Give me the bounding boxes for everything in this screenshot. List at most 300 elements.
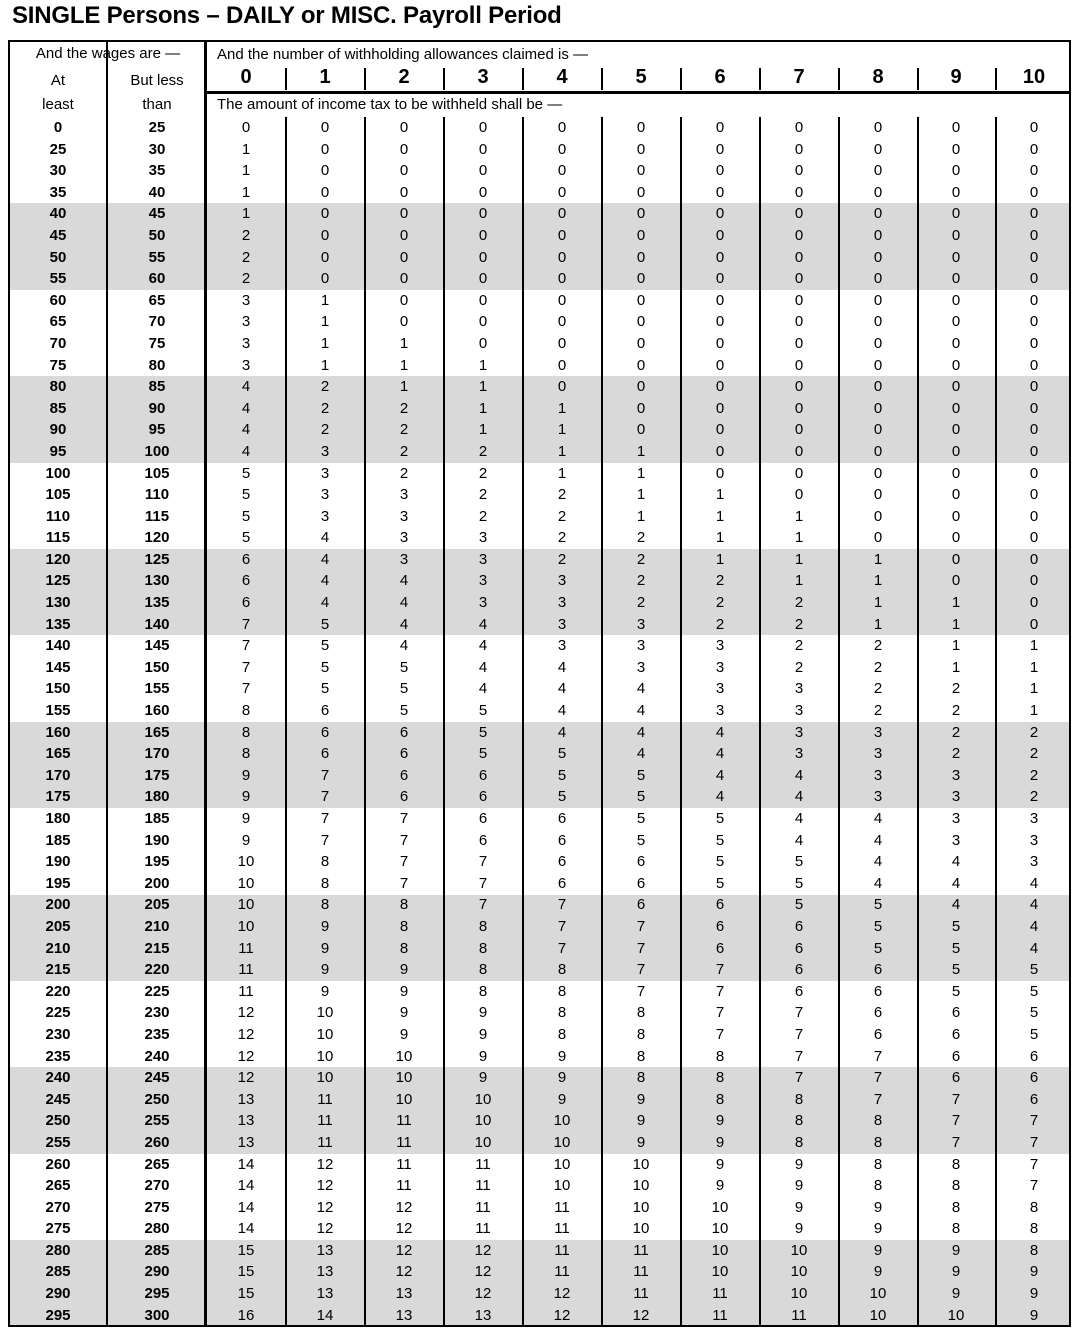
tax-amount-cell: 11 xyxy=(396,1155,412,1173)
tax-amount-cell: 7 xyxy=(951,1090,961,1108)
tax-amount-cell: 1 xyxy=(1029,702,1039,720)
but-less-than-cell: 195 xyxy=(144,853,170,871)
tax-amount-cell: 0 xyxy=(636,162,646,180)
tax-amount-cell: 2 xyxy=(320,378,330,396)
table-row xyxy=(10,290,1071,312)
table-row xyxy=(10,765,1071,787)
tax-amount-cell: 4 xyxy=(557,702,567,720)
tax-amount-cell: 1 xyxy=(241,183,251,201)
table-row xyxy=(10,981,1071,1003)
tax-amount-cell: 4 xyxy=(715,766,725,784)
tax-amount-cell: 11 xyxy=(475,1220,491,1238)
tax-amount-cell: 6 xyxy=(478,766,488,784)
tax-amount-cell: 0 xyxy=(873,378,883,396)
tax-amount-cell: 8 xyxy=(794,1090,804,1108)
but-less-than-cell: 60 xyxy=(148,270,166,288)
tax-amount-cell: 5 xyxy=(1029,1004,1039,1022)
table-row xyxy=(10,311,1071,333)
tax-amount-cell: 0 xyxy=(794,183,804,201)
withholding-table-body xyxy=(10,117,1071,1326)
tax-amount-cell: 1 xyxy=(320,313,330,331)
tax-amount-cell: 2 xyxy=(557,486,567,504)
tax-amount-cell: 3 xyxy=(557,572,567,590)
tax-amount-cell: 6 xyxy=(715,896,725,914)
tax-amount-cell: 8 xyxy=(715,1069,725,1087)
tax-amount-cell: 6 xyxy=(1029,1090,1039,1108)
tax-amount-cell: 0 xyxy=(320,226,330,244)
tax-amount-cell: 0 xyxy=(1029,550,1039,568)
tax-amount-cell: 0 xyxy=(951,270,961,288)
tax-amount-cell: 6 xyxy=(715,917,725,935)
tax-amount-cell: 9 xyxy=(636,1090,646,1108)
but-less-than-cell: 135 xyxy=(144,594,170,612)
tax-amount-cell: 6 xyxy=(636,896,646,914)
tax-amount-cell: 9 xyxy=(320,917,330,935)
tax-amount-cell: 0 xyxy=(478,334,488,352)
tax-amount-cell: 0 xyxy=(1029,248,1039,266)
at-least-cell: 60 xyxy=(49,291,67,309)
tax-amount-cell: 0 xyxy=(794,378,804,396)
tax-amount-cell: 12 xyxy=(395,1220,413,1238)
tax-amount-cell: 2 xyxy=(951,723,961,741)
tax-amount-cell: 4 xyxy=(794,810,804,827)
but-less-header-line1: But less xyxy=(130,72,184,89)
at-least-cell: 220 xyxy=(45,982,71,1000)
allowance-column-3: 3 xyxy=(477,66,489,88)
but-less-than-cell: 280 xyxy=(144,1220,170,1238)
tax-amount-cell: 0 xyxy=(873,529,883,547)
tax-amount-cell: 3 xyxy=(241,291,251,309)
tax-amount-cell: 8 xyxy=(557,961,567,979)
tax-amount-cell: 4 xyxy=(715,723,725,741)
tax-amount-cell: 4 xyxy=(1029,917,1039,935)
tax-amount-cell: 4 xyxy=(636,723,646,741)
tax-amount-cell: 0 xyxy=(636,421,646,439)
tax-amount-cell: 0 xyxy=(636,334,646,352)
tax-amount-cell: 5 xyxy=(636,788,646,806)
but-less-than-cell: 215 xyxy=(144,939,170,957)
tax-amount-cell: 0 xyxy=(320,270,330,288)
but-less-than-cell: 100 xyxy=(144,442,170,460)
tax-amount-cell: 7 xyxy=(399,810,409,827)
tax-amount-cell: 14 xyxy=(316,1306,334,1324)
tax-amount-cell: 0 xyxy=(1029,226,1039,244)
tax-amount-cell: 8 xyxy=(557,1004,567,1022)
but-less-than-cell: 70 xyxy=(148,313,166,331)
tax-amount-cell: 6 xyxy=(951,1025,961,1043)
tax-amount-cell: 5 xyxy=(557,788,567,806)
tax-amount-cell: 7 xyxy=(557,939,567,957)
tax-amount-cell: 0 xyxy=(794,248,804,266)
tax-amount-cell: 7 xyxy=(794,1047,804,1065)
at-least-header-line2: least xyxy=(42,96,74,113)
tax-amount-cell: 8 xyxy=(478,939,488,957)
tax-amount-cell: 5 xyxy=(241,486,251,504)
tax-amount-cell: 12 xyxy=(316,1155,334,1173)
tax-amount-cell: 1 xyxy=(873,615,883,633)
tax-amount-cell: 11 xyxy=(396,1112,412,1130)
allowance-column-6: 6 xyxy=(714,66,726,88)
but-less-than-cell: 265 xyxy=(144,1155,170,1173)
tax-amount-cell: 4 xyxy=(241,421,251,439)
tax-amount-cell: 0 xyxy=(399,119,409,136)
tax-amount-cell: 7 xyxy=(715,961,725,979)
at-least-cell: 225 xyxy=(45,1004,71,1022)
tax-amount-cell: 8 xyxy=(557,982,567,1000)
tax-amount-cell: 9 xyxy=(478,1025,488,1043)
tax-amount-cell: 10 xyxy=(474,1133,492,1151)
table-row xyxy=(10,1154,1071,1176)
tax-amount-cell: 0 xyxy=(1029,442,1039,460)
table-row xyxy=(10,830,1071,852)
table-row xyxy=(10,1197,1071,1219)
tax-amount-cell: 10 xyxy=(237,874,255,892)
tax-amount-cell: 8 xyxy=(478,982,488,1000)
tax-amount-cell: 0 xyxy=(478,313,488,331)
tax-amount-cell: 6 xyxy=(715,939,725,957)
tax-amount-cell: 7 xyxy=(557,917,567,935)
tax-amount-cell: 5 xyxy=(399,680,409,698)
tax-amount-cell: 0 xyxy=(636,226,646,244)
tax-amount-cell: 0 xyxy=(951,226,961,244)
tax-amount-cell: 2 xyxy=(478,507,488,525)
tax-amount-cell: 0 xyxy=(715,334,725,352)
but-less-than-cell: 180 xyxy=(144,788,170,806)
tax-amount-cell: 5 xyxy=(478,723,488,741)
tax-amount-cell: 10 xyxy=(711,1263,729,1281)
tax-amount-cell: 0 xyxy=(794,442,804,460)
table-row xyxy=(10,419,1071,441)
tax-amount-cell: 0 xyxy=(794,356,804,374)
tax-amount-cell: 9 xyxy=(399,1025,409,1043)
tax-amount-cell: 7 xyxy=(1029,1177,1039,1195)
tax-amount-cell: 9 xyxy=(715,1155,725,1173)
table-row xyxy=(10,1283,1071,1305)
but-less-than-cell: 155 xyxy=(144,680,170,698)
tax-amount-cell: 3 xyxy=(399,529,409,547)
tax-amount-cell: 2 xyxy=(399,464,409,482)
table-row xyxy=(10,182,1071,204)
at-least-cell: 70 xyxy=(49,334,67,352)
tax-amount-cell: 10 xyxy=(790,1241,808,1259)
tax-amount-cell: 3 xyxy=(320,507,330,525)
tax-amount-cell: 11 xyxy=(633,1241,649,1259)
table-row xyxy=(10,1132,1071,1154)
tax-amount-cell: 0 xyxy=(873,507,883,525)
tax-amount-cell: 13 xyxy=(237,1112,255,1130)
tax-amount-cell: 9 xyxy=(794,1155,804,1173)
tax-amount-cell: 10 xyxy=(395,1069,413,1087)
tax-amount-cell: 0 xyxy=(951,464,961,482)
tax-amount-cell: 6 xyxy=(399,788,409,806)
at-least-cell: 210 xyxy=(45,939,71,957)
tax-amount-cell: 3 xyxy=(320,442,330,460)
tax-amount-cell: 0 xyxy=(1029,162,1039,180)
tax-amount-cell: 6 xyxy=(873,982,883,1000)
but-less-than-cell: 40 xyxy=(148,183,166,201)
at-least-cell: 205 xyxy=(45,917,71,935)
table-row xyxy=(10,398,1071,420)
tax-amount-cell: 4 xyxy=(320,594,330,612)
tax-amount-cell: 8 xyxy=(1029,1220,1039,1238)
tax-amount-cell: 5 xyxy=(873,896,883,914)
tax-amount-cell: 4 xyxy=(478,658,488,676)
tax-amount-cell: 0 xyxy=(951,248,961,266)
but-less-than-cell: 245 xyxy=(144,1069,170,1087)
tax-amount-cell: 1 xyxy=(794,572,804,590)
tax-amount-cell: 7 xyxy=(478,896,488,914)
tax-amount-cell: 0 xyxy=(794,162,804,180)
tax-amount-cell: 10 xyxy=(869,1306,887,1324)
tax-amount-cell: 8 xyxy=(715,1047,725,1065)
tax-amount-cell: 2 xyxy=(241,270,251,288)
tax-amount-cell: 3 xyxy=(1029,810,1039,827)
tax-amount-cell: 3 xyxy=(873,766,883,784)
table-row xyxy=(10,959,1071,981)
but-less-than-cell: 110 xyxy=(144,486,170,504)
table-row xyxy=(10,1089,1071,1111)
tax-amount-cell: 2 xyxy=(478,442,488,460)
tax-amount-cell: 6 xyxy=(794,917,804,935)
tax-amount-cell: 5 xyxy=(557,745,567,763)
tax-amount-cell: 8 xyxy=(873,1155,883,1173)
at-least-cell: 185 xyxy=(45,831,71,849)
tax-amount-cell: 2 xyxy=(873,702,883,720)
tax-amount-cell: 10 xyxy=(790,1285,808,1303)
tax-amount-cell: 0 xyxy=(1029,399,1039,417)
tax-amount-cell: 12 xyxy=(553,1306,571,1324)
tax-amount-cell: 10 xyxy=(237,917,255,935)
tax-amount-cell: 11 xyxy=(791,1306,807,1324)
tax-amount-cell: 13 xyxy=(395,1306,413,1324)
tax-amount-cell: 0 xyxy=(636,270,646,288)
tax-amount-cell: 5 xyxy=(715,874,725,892)
at-least-cell: 135 xyxy=(45,615,71,633)
but-less-than-cell: 45 xyxy=(148,205,166,223)
at-least-cell: 280 xyxy=(45,1241,71,1259)
table-row xyxy=(10,355,1071,377)
table-row xyxy=(10,441,1071,463)
tax-amount-cell: 9 xyxy=(241,766,251,784)
tax-amount-cell: 1 xyxy=(557,464,567,482)
tax-amount-cell: 8 xyxy=(399,917,409,935)
tax-amount-cell: 10 xyxy=(553,1133,571,1151)
tax-amount-cell: 0 xyxy=(557,183,567,201)
tax-amount-cell: 7 xyxy=(715,982,725,1000)
tax-amount-cell: 9 xyxy=(951,1285,961,1303)
tax-amount-cell: 10 xyxy=(869,1285,887,1303)
tax-amount-cell: 11 xyxy=(238,939,254,957)
at-least-cell: 45 xyxy=(49,226,67,244)
tax-amount-cell: 8 xyxy=(320,874,330,892)
tax-amount-cell: 13 xyxy=(316,1241,334,1259)
tax-amount-cell: 0 xyxy=(951,334,961,352)
tax-amount-cell: 0 xyxy=(951,507,961,525)
tax-amount-cell: 0 xyxy=(951,421,961,439)
tax-amount-cell: 0 xyxy=(478,119,488,136)
tax-amount-cell: 12 xyxy=(316,1198,334,1216)
at-least-cell: 235 xyxy=(45,1047,71,1065)
tax-amount-cell: 0 xyxy=(1029,183,1039,201)
tax-amount-cell: 0 xyxy=(1029,140,1039,158)
at-least-cell: 190 xyxy=(45,853,71,871)
at-least-cell: 290 xyxy=(45,1285,71,1303)
tax-amount-cell: 6 xyxy=(873,1025,883,1043)
tax-amount-cell: 10 xyxy=(790,1263,808,1281)
tax-amount-cell: 11 xyxy=(238,982,254,1000)
tax-amount-cell: 9 xyxy=(951,1241,961,1259)
tax-amount-cell: 2 xyxy=(1029,745,1039,763)
tax-amount-cell: 5 xyxy=(794,853,804,871)
tax-amount-cell: 6 xyxy=(951,1004,961,1022)
allowance-column-9: 9 xyxy=(950,66,962,88)
tax-amount-cell: 0 xyxy=(478,183,488,201)
tax-amount-cell: 3 xyxy=(478,572,488,590)
tax-amount-cell: 0 xyxy=(873,162,883,180)
but-less-than-cell: 35 xyxy=(148,162,166,180)
tax-amount-cell: 0 xyxy=(794,119,804,136)
tax-amount-cell: 9 xyxy=(1029,1263,1039,1281)
tax-amount-cell: 0 xyxy=(873,248,883,266)
tax-amount-cell: 0 xyxy=(794,464,804,482)
tax-amount-cell: 7 xyxy=(399,853,409,871)
tax-amount-cell: 2 xyxy=(1029,723,1039,741)
tax-amount-cell: 3 xyxy=(320,486,330,504)
but-less-than-cell: 65 xyxy=(148,291,166,309)
tax-amount-cell: 7 xyxy=(636,917,646,935)
but-less-than-cell: 30 xyxy=(148,140,166,158)
tax-amount-cell: 9 xyxy=(557,1090,567,1108)
at-least-cell: 255 xyxy=(45,1133,71,1151)
tax-amount-cell: 5 xyxy=(320,658,330,676)
table-row xyxy=(10,160,1071,182)
tax-amount-cell: 0 xyxy=(794,291,804,309)
tax-amount-cell: 12 xyxy=(316,1177,334,1195)
tax-amount-cell: 13 xyxy=(316,1263,334,1281)
tax-amount-cell: 4 xyxy=(320,572,330,590)
allowance-column-4: 4 xyxy=(556,66,568,88)
tax-amount-cell: 3 xyxy=(478,594,488,612)
tax-amount-cell: 7 xyxy=(873,1090,883,1108)
tax-amount-cell: 10 xyxy=(474,1090,492,1108)
tax-amount-cell: 10 xyxy=(632,1198,650,1216)
tax-amount-cell: 4 xyxy=(873,810,883,827)
tax-amount-cell: 2 xyxy=(241,248,251,266)
tax-amount-cell: 11 xyxy=(554,1263,570,1281)
tax-amount-cell: 8 xyxy=(1029,1198,1039,1216)
tax-amount-cell: 5 xyxy=(320,637,330,655)
tax-amount-cell: 0 xyxy=(715,442,725,460)
tax-amount-cell: 2 xyxy=(636,572,646,590)
but-less-than-cell: 115 xyxy=(144,507,170,525)
tax-amount-cell: 1 xyxy=(873,550,883,568)
tax-amount-cell: 16 xyxy=(237,1306,255,1324)
tax-amount-cell: 5 xyxy=(320,680,330,698)
tax-amount-cell: 11 xyxy=(475,1177,491,1195)
tax-amount-cell: 0 xyxy=(478,162,488,180)
tax-amount-cell: 6 xyxy=(478,810,488,827)
tax-amount-cell: 6 xyxy=(1029,1047,1039,1065)
tax-amount-cell: 0 xyxy=(794,421,804,439)
tax-amount-cell: 9 xyxy=(636,1133,646,1151)
tax-amount-cell: 2 xyxy=(557,529,567,547)
table-row xyxy=(10,743,1071,765)
tax-amount-cell: 11 xyxy=(317,1090,333,1108)
tax-amount-cell: 11 xyxy=(317,1133,333,1151)
tax-amount-cell: 4 xyxy=(1029,939,1039,957)
at-least-cell: 120 xyxy=(45,550,71,568)
tax-amount-cell: 0 xyxy=(557,378,567,396)
tax-amount-cell: 10 xyxy=(316,1025,334,1043)
table-row xyxy=(10,117,1071,139)
at-least-cell: 200 xyxy=(45,896,71,914)
at-least-cell: 140 xyxy=(45,637,71,655)
but-less-than-cell: 260 xyxy=(144,1133,170,1151)
tax-amount-cell: 5 xyxy=(636,831,646,849)
tax-amount-cell: 9 xyxy=(873,1241,883,1259)
tax-amount-cell: 0 xyxy=(951,205,961,223)
tax-amount-cell: 4 xyxy=(478,637,488,655)
tax-amount-cell: 4 xyxy=(557,680,567,698)
tax-amount-cell: 4 xyxy=(951,896,961,914)
tax-amount-cell: 10 xyxy=(711,1198,729,1216)
tax-amount-cell: 0 xyxy=(557,226,567,244)
tax-amount-cell: 5 xyxy=(399,702,409,720)
header-rule xyxy=(206,91,1071,94)
tax-amount-cell: 7 xyxy=(320,766,330,784)
at-least-cell: 80 xyxy=(49,378,67,396)
but-less-than-cell: 75 xyxy=(148,334,166,352)
tax-amount-cell: 7 xyxy=(636,982,646,1000)
tax-amount-cell: 0 xyxy=(873,334,883,352)
tax-amount-cell: 2 xyxy=(794,615,804,633)
tax-amount-cell: 0 xyxy=(873,270,883,288)
table-row xyxy=(10,484,1071,506)
table-row xyxy=(10,1067,1071,1089)
tax-amount-cell: 2 xyxy=(1029,766,1039,784)
tax-amount-cell: 7 xyxy=(794,1004,804,1022)
tax-amount-cell: 7 xyxy=(794,1025,804,1043)
tax-amount-cell: 7 xyxy=(873,1047,883,1065)
table-row xyxy=(10,657,1071,679)
tax-amount-cell: 3 xyxy=(478,529,488,547)
tax-amount-cell: 1 xyxy=(794,550,804,568)
at-least-cell: 285 xyxy=(45,1263,71,1281)
tax-amount-cell: 1 xyxy=(951,594,961,612)
at-least-cell: 105 xyxy=(45,486,71,504)
table-row xyxy=(10,203,1071,225)
tax-amount-cell: 10 xyxy=(474,1112,492,1130)
tax-amount-cell: 11 xyxy=(712,1285,728,1303)
tax-amount-cell: 12 xyxy=(395,1263,413,1281)
tax-amount-cell: 10 xyxy=(553,1112,571,1130)
tax-amount-cell: 3 xyxy=(241,334,251,352)
tax-amount-cell: 9 xyxy=(873,1263,883,1281)
tax-amount-cell: 2 xyxy=(557,550,567,568)
tax-amount-cell: 0 xyxy=(1029,291,1039,309)
tax-amount-cell: 4 xyxy=(557,723,567,741)
tax-amount-cell: 0 xyxy=(951,291,961,309)
tax-amount-cell: 9 xyxy=(873,1198,883,1216)
at-least-cell: 30 xyxy=(49,162,67,180)
tax-amount-cell: 8 xyxy=(951,1220,961,1238)
tax-amount-cell: 5 xyxy=(636,810,646,827)
tax-amount-cell: 4 xyxy=(715,788,725,806)
at-least-cell: 250 xyxy=(45,1112,71,1130)
tax-amount-cell: 1 xyxy=(241,205,251,223)
tax-amount-cell: 8 xyxy=(715,1090,725,1108)
tax-amount-cell: 6 xyxy=(557,853,567,871)
